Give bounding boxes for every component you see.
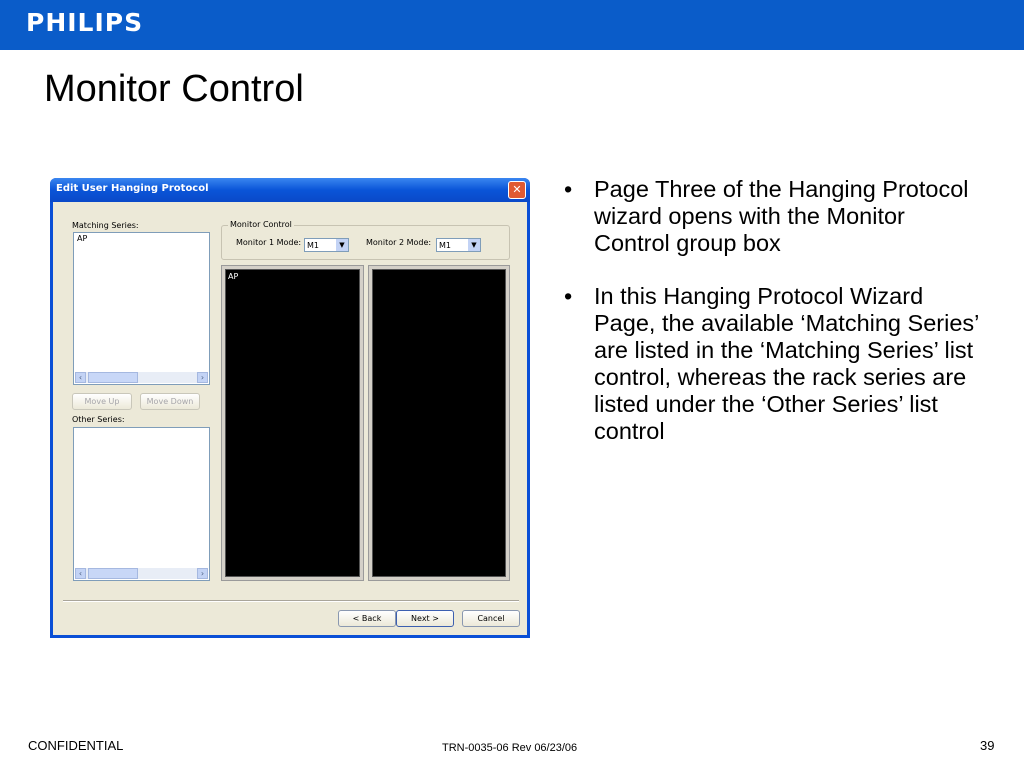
other-series-hscrollbar[interactable] — [75, 568, 208, 579]
matching-series-list[interactable] — [73, 232, 210, 385]
list-item[interactable]: AP — [77, 234, 88, 243]
edit-hanging-protocol-dialog — [50, 178, 530, 638]
monitor1-mode-label: Monitor 1 Mode: — [236, 238, 302, 247]
bullet-list — [564, 176, 984, 471]
move-up-button[interactable]: Move Up — [72, 393, 132, 410]
scroll-thumb[interactable] — [88, 568, 138, 579]
slide-header-bar — [0, 0, 1024, 50]
other-series-label: Other Series: — [72, 415, 125, 424]
monitor1-mode-select[interactable] — [304, 238, 349, 252]
dialog-separator — [63, 600, 519, 602]
dialog-title: Edit User Hanging Protocol — [56, 183, 209, 194]
monitor1-screen[interactable] — [225, 269, 360, 577]
monitor-control-legend: Monitor Control — [230, 220, 292, 229]
scroll-right-icon[interactable]: › — [197, 568, 208, 579]
slide-title: Monitor Control — [44, 68, 304, 110]
bullet-dot: • — [564, 176, 573, 202]
footer-confidential: CONFIDENTIAL — [28, 738, 124, 753]
chevron-down-icon[interactable]: ▼ — [336, 239, 348, 251]
bullet-dot: • — [564, 283, 573, 309]
next-button[interactable]: Next > — [396, 610, 454, 627]
scroll-thumb[interactable] — [88, 372, 138, 383]
bullet-text: In this Hanging Protocol Wizard Page, the available ‘Matching Series’ are listed in the ‘Matching Series’ list control, whereas the rack series are listed under the ‘Other Series’ list control — [594, 283, 979, 444]
scroll-right-icon[interactable]: › — [197, 372, 208, 383]
scroll-left-icon[interactable]: ‹ — [75, 372, 86, 383]
bullet-item — [564, 176, 984, 257]
chevron-down-icon[interactable]: ▼ — [468, 239, 480, 251]
footer-page-number: 39 — [980, 738, 995, 753]
monitor1-mode-value: M1 — [307, 241, 319, 250]
monitor2-preview[interactable] — [368, 265, 510, 581]
monitor-control-groupbox — [221, 220, 510, 260]
other-series-list[interactable] — [73, 427, 210, 581]
back-button[interactable]: < Back — [338, 610, 396, 627]
footer-doc-id: TRN-0035-06 Rev 06/23/06 — [442, 742, 578, 754]
monitor2-mode-select[interactable] — [436, 238, 481, 252]
bullet-text: Page Three of the Hanging Protocol wizard opens with the Monitor Control group box — [594, 176, 969, 256]
monitor1-series-label: AP — [228, 272, 239, 281]
monitor1-preview[interactable] — [221, 265, 364, 581]
matching-series-hscrollbar[interactable] — [75, 372, 208, 383]
move-down-button[interactable]: Move Down — [140, 393, 200, 410]
monitor2-screen[interactable] — [372, 269, 506, 577]
philips-logo: PHILIPS — [26, 8, 144, 37]
scroll-left-icon[interactable]: ‹ — [75, 568, 86, 579]
dialog-client-area — [53, 202, 527, 635]
bullet-item — [564, 283, 984, 445]
cancel-button[interactable]: Cancel — [462, 610, 520, 627]
monitor2-mode-label: Monitor 2 Mode: — [366, 238, 432, 247]
matching-series-label: Matching Series: — [72, 221, 139, 230]
close-icon[interactable]: ✕ — [508, 181, 526, 199]
monitor2-mode-value: M1 — [439, 241, 451, 250]
dialog-titlebar[interactable] — [50, 178, 530, 202]
